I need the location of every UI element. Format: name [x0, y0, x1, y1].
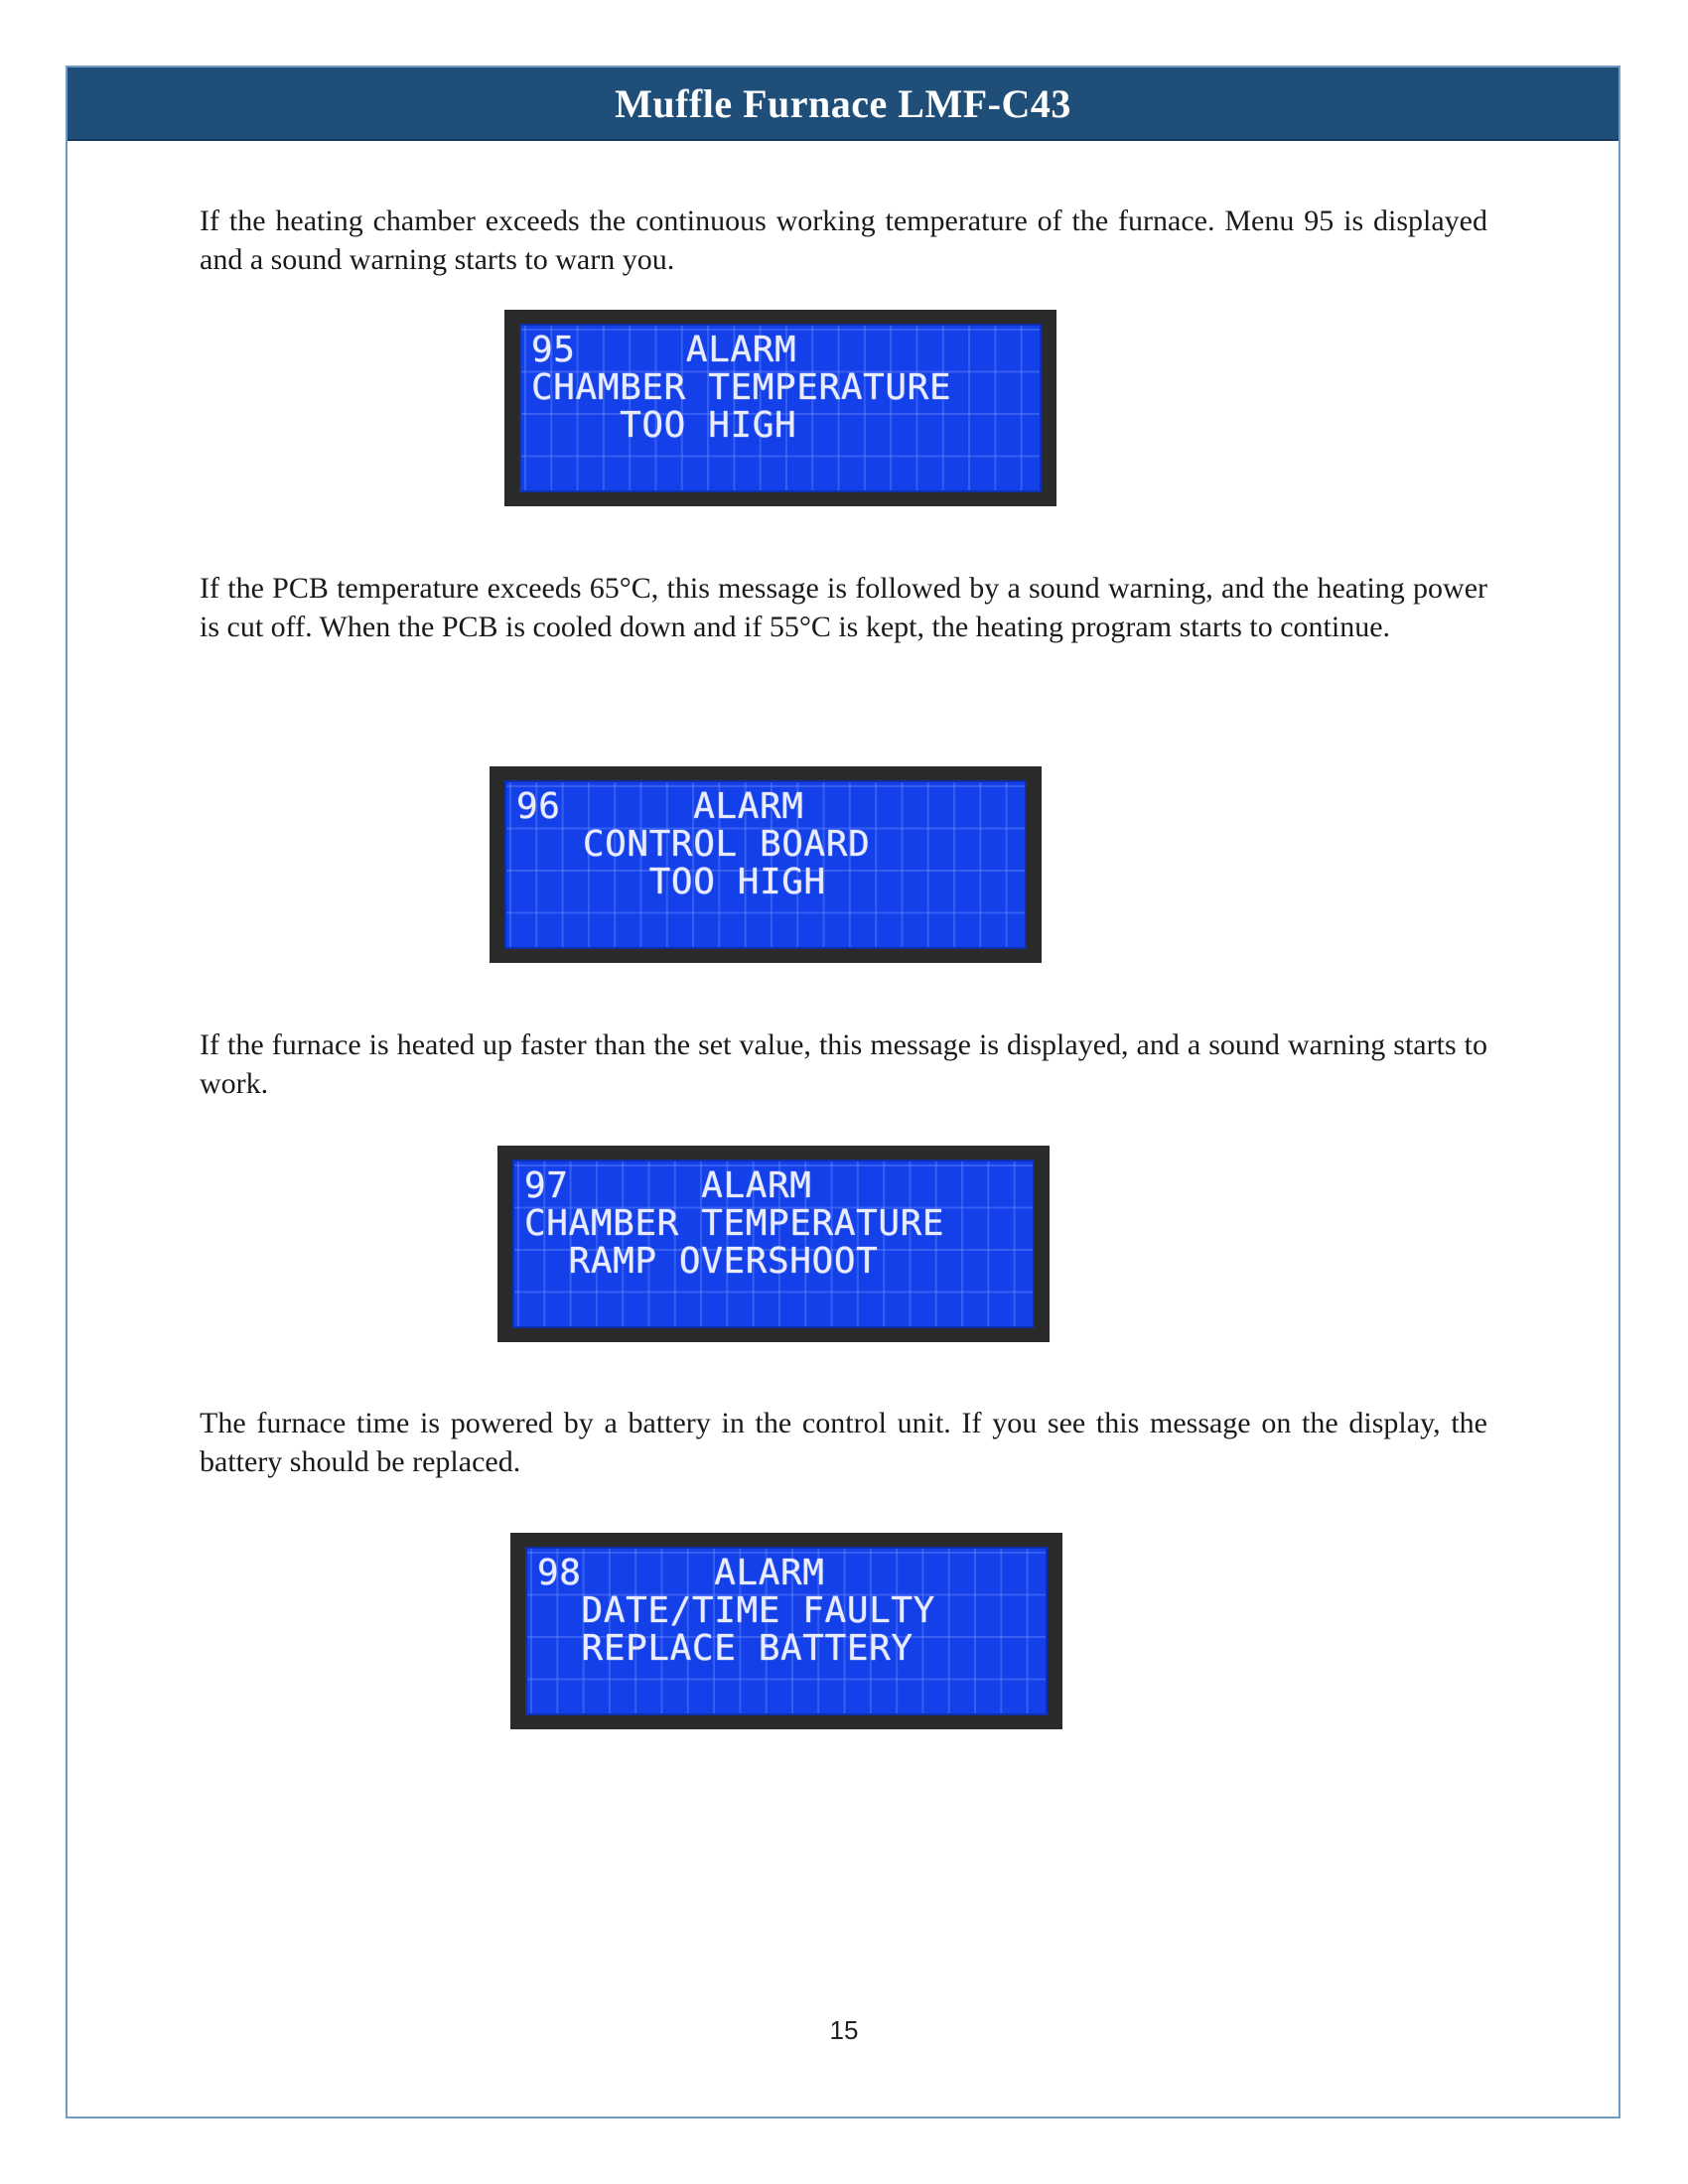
lcd-line-1: 96 ALARM	[516, 786, 804, 827]
lcd-line-1: 97 ALARM	[524, 1165, 812, 1206]
lcd-line-2: CHAMBER TEMPERATURE	[531, 367, 952, 408]
lcd-screen	[519, 324, 1042, 492]
paragraph-chamber-temp: If the heating chamber exceeds the continuous working temperature of the furnace. Menu 95 is displayed and a sound warning starts to warn you.	[200, 205, 1487, 276]
lcd-line-3: TOO HIGH	[516, 862, 826, 902]
lcd-display-98	[510, 1533, 1062, 1729]
lcd-screen	[512, 1160, 1035, 1328]
header-bar	[68, 68, 1618, 141]
lcd-display-97	[497, 1146, 1050, 1342]
lcd-line-3: TOO HIGH	[531, 405, 797, 446]
lcd-line-1: 95 ALARM	[531, 330, 797, 370]
lcd-line-3: REPLACE BATTERY	[537, 1628, 914, 1669]
lcd-line-2: CONTROL BOARD	[516, 824, 871, 865]
lcd-display-95	[504, 310, 1056, 506]
lcd-line-2: DATE/TIME FAULTY	[537, 1590, 935, 1631]
lcd-line-2: CHAMBER TEMPERATURE	[524, 1203, 945, 1244]
paragraph-pcb-temp: If the PCB temperature exceeds 65°C, this message is followed by a sound warning, and the heating power is cut off. When the PCB is cooled down and if 55°C is kept, the heating program starts to continue.	[200, 572, 1487, 643]
page-title: Muffle Furnace LMF-C43	[615, 80, 1071, 126]
lcd-screen	[504, 780, 1027, 949]
lcd-line-1: 98 ALARM	[537, 1553, 825, 1593]
paragraph-battery: The furnace time is powered by a battery in the control unit. If you see this message on the display, the battery should be replaced.	[200, 1407, 1487, 1478]
page-number: 15	[829, 2015, 859, 2045]
lcd-display-96	[490, 766, 1042, 963]
lcd-line-3: RAMP OVERSHOOT	[524, 1241, 879, 1282]
lcd-screen	[525, 1547, 1048, 1715]
paragraph-ramp-overshoot: If the furnace is heated up faster than the set value, this message is displayed, and a sound warning starts to work.	[200, 1028, 1487, 1100]
